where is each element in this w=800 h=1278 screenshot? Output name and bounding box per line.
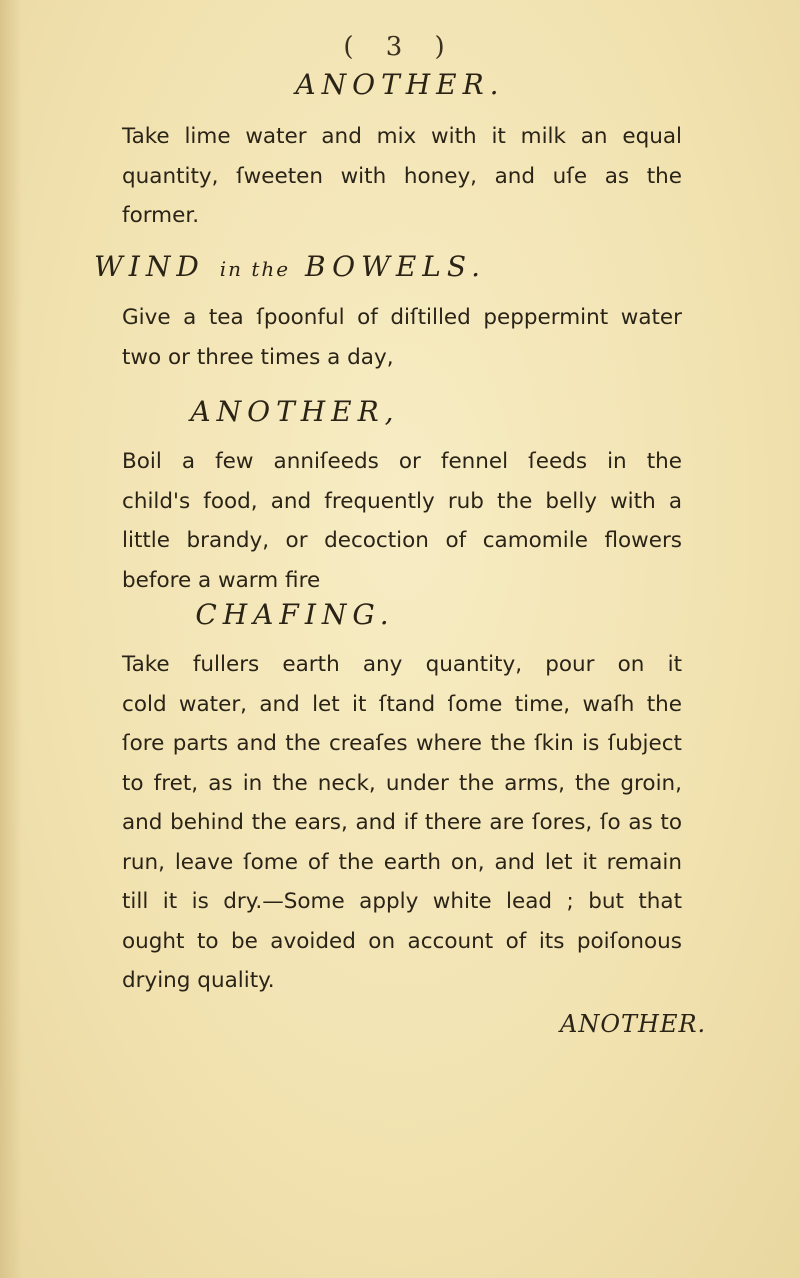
page-number: ( 3 ) xyxy=(343,32,457,62)
text-line: little brandy, or decoction of camomile flowers xyxy=(122,528,682,553)
text-line: cold water, and let it ſtand ſome time, waſh the xyxy=(122,691,682,717)
text-line: to fret, as in the neck, under the arms, the groin, xyxy=(122,770,682,796)
heading-wind: WIND xyxy=(94,250,205,283)
section-heading-wind xyxy=(0,250,690,283)
catchword: ANOTHER. xyxy=(560,1010,707,1038)
text-line: before a warm fire xyxy=(122,567,321,593)
text-line: Take lime water and mix with it milk an equal xyxy=(122,124,682,149)
paragraph-fullers-earth xyxy=(122,645,682,1001)
text-line: two or three times a day, xyxy=(122,344,394,370)
text-line: former. xyxy=(122,203,200,228)
paragraph-peppermint xyxy=(122,298,682,377)
text-line: Give a tea ſpoonful of diſtilled peppermint water xyxy=(122,305,682,330)
text-line: child's food, and frequently rub the belly with a xyxy=(122,488,682,514)
section-heading-chafing: CHAFING. xyxy=(195,598,395,631)
paragraph-anniseeds xyxy=(122,442,682,600)
text-line: run, leave ſome of the earth on, and let it remain xyxy=(122,849,682,875)
paragraph-lime-water xyxy=(122,117,682,236)
section-heading-another-1: ANOTHER. xyxy=(295,68,505,101)
text-line: Take fullers earth any quantity, pour on it xyxy=(122,652,682,677)
text-line: Boil a few anniſeeds or fennel ſeeds in the xyxy=(122,449,682,474)
section-heading-another-2: ANOTHER, xyxy=(190,395,400,428)
heading-in-the: in the xyxy=(219,257,291,281)
text-line: till it is dry.—Some apply white lead ; but that xyxy=(122,889,682,914)
text-line: drying quality. xyxy=(122,968,275,993)
text-line: ought to be avoided on account of its poiſonous xyxy=(122,928,682,954)
heading-bowels: BOWELS. xyxy=(305,250,486,283)
text-line: quantity, ſweeten with honey, and uſe as the xyxy=(122,163,682,189)
text-line: ſore parts and the creaſes where the ſkin is ſubject xyxy=(122,731,682,756)
text-line: and behind the ears, and if there are ſores, ſo as to xyxy=(122,810,682,835)
